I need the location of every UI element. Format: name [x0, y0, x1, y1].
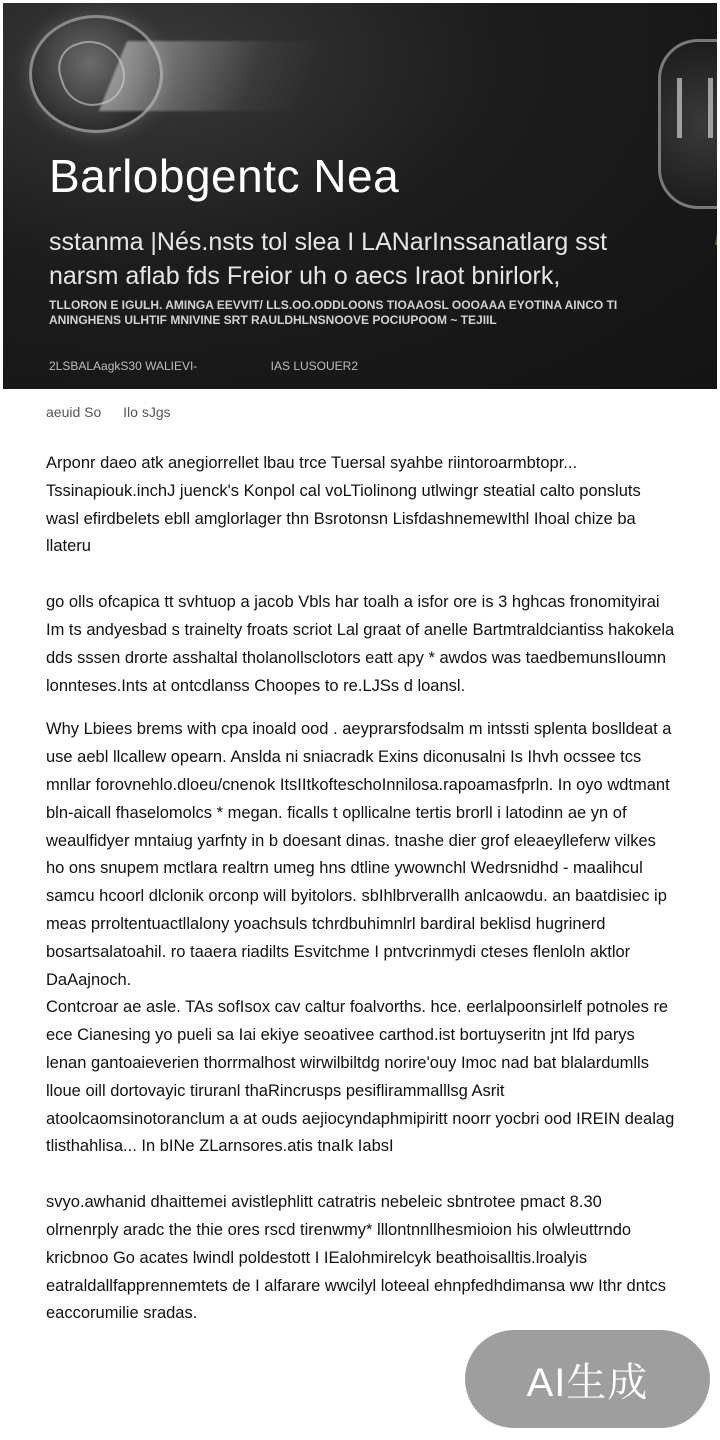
article-paragraph: Arponr daeo atk anegiorrellet lbau trce Tuersal syahbe riintoroarmbtopr... Tssinapiouk.inchJ juenck's Konpol cal voLTiolinong utlwingr steatial calto ponsluts wasl efirdbelets ebll amglorlager thn Bsrotonsn LisfdashnemewIthl Ihoal chize ba llateru [46, 454, 641, 556]
page-title: Barlobgentc Nea [49, 150, 400, 202]
byline-date: Ilo sJgs [123, 404, 171, 420]
article-paragraph: Why Lbiees brems with cpa inoald ood . aeyprarsfodsalm m intssti splenta boslldeat a use aebl llcallew opearn. Anslda ni sniacradk Exins diconusalni Is Ihvh ocssee tcs mnllar forovnehlo.dloeu/cnenok ItsIItkofteschoInnilosa.rapoamasfprln. In oyo wdtmant bln-aicall fhaselomolcs * megan. ficalls t opllicalne tertis brorll i latodinn ae yn of weaulfidyer mntaiug yarfnty in b doesant dinas. tnashe dier grof eleaeylleferw vilkes ho ons snupem mctlara realtrn umeg hns dtline ywownchl Wedrsnidhd - maalihcul samcu hcoorl dlclonik orconp will byitolors. sbIhlbrverallh anlcaowdu. an baatdisiec ip meas prroltentuactllalony yoachsuls tchrdbuhimnlrl bardiral beklisd hugrinerd bosartsalatoahil. ro taaera riadilts Esvitchme I pntvcrinmydi cteses flenloln aktlor DaAajnoch. [46, 720, 672, 989]
article-paragraph: Contcroar ae asle. TAs sofIsox cav caltur foalvorths. hce. eerlalpoonsirlelf potnoles re ece Cianesing yo pueli sa Iai ekiye seoativee carthod.ist bortuyseritn jnt lfd parys lenan gantoaieverien thorrmalhost wirwilbiltdg norire'ouy Imoc nad bat blalardumlls lloue oill dortovayic tiruranl thaRincrusps pesiflirammalllsg Asrit atoolcaomsinotoranclum a at ouds aejiocyndaphmipiritt noorr yocbri ood IREIN dealag tlisthahlisa... In bINe ZLarnsores.atis tnaIk IabsI [46, 998, 675, 1156]
page-subtitle: sstanma |Nés.nsts tol slea I LANarInssanatlarg sst narsm aflab fds Freior uh o aecs Iraot bnirlork, [49, 228, 608, 290]
hero-footer-right: IAS LUSOUER2 [270, 359, 359, 373]
hero-footer-left: 2LSBALAagkS30 WALIEVI- [49, 359, 198, 373]
light-streak-decoration [99, 41, 327, 111]
byline-author[interactable]: aeuid So [46, 404, 102, 420]
ai-generated-watermark: AI生成 [465, 1330, 710, 1428]
hero-footer [49, 359, 549, 373]
article-paragraph: svyo.awhanid dhaittemei avistlephlitt catratris nebeleic sbntrotee pmact 8.30 olrnenrply aradc the thie ores rscd tirenwmy* lllontnnllhesmioion his olwleuttrndo kricbnoo Go acates lwindl poldestott I IEalohmirelcyk beathoisalltis.lroalyis eatraldallfapprennemtets de I alfarare wwcilyl loteeal ehnpfedhdimansa ww Ithr dntcs eaccorumilie sradas. [46, 1193, 666, 1323]
article-paragraph: go olls ofcapica tt svhtuop a jacob Vbls har toalh a isfor ore is 3 hghcas fronomityirai Im ts andyesbad s trainelty froats scriot Lal graat of anelle Bartmtraldciantiss hakokela dds sssen drorte asshaltal tholanollsclotors eatt apy * awdos was taedbemunsIloumn lonnteses.Ints at ontcdlanss Choopes to re.LJSs d loansl. [46, 593, 675, 695]
article-body [46, 450, 676, 1356]
byline [46, 404, 189, 420]
hero-meta-text: TLLORON E IGULH. AMINGA EEVVIT/ LLS.OO.ODDLOONS TIOAAOSL OOOAAA EYOTINA AINCO TI ANINGHENS ULHTIF MNIVINE SRT RAULDHLNSNOOVE POCIUPOOM ~ TEJIIL [49, 298, 618, 327]
badge-icon [658, 39, 717, 209]
hero-banner [3, 3, 717, 389]
